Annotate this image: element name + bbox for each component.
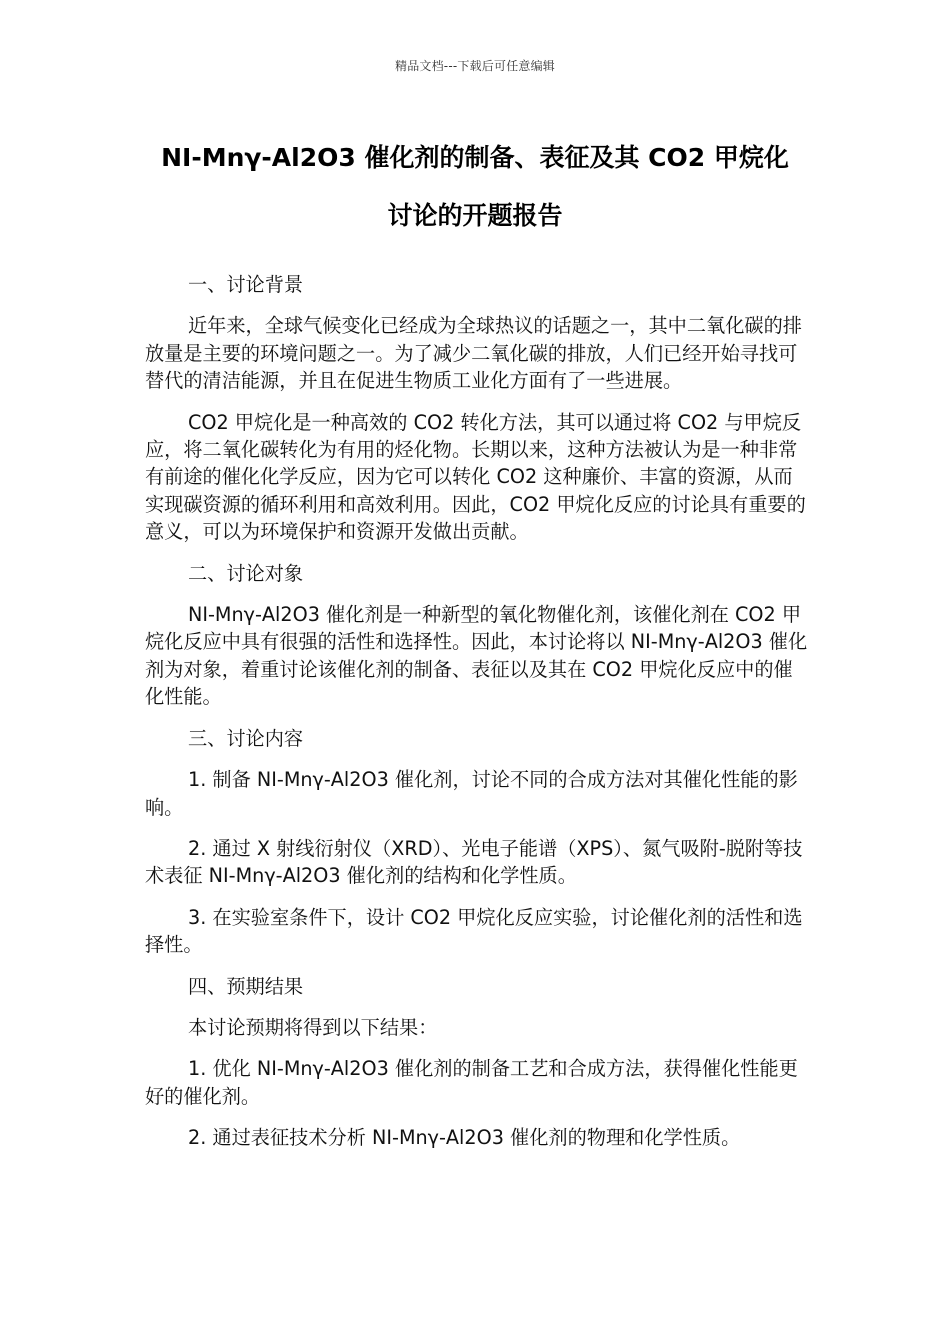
section-heading-object: 二、讨论对象: [188, 561, 304, 585]
paragraph-background-1: 近年来，全球气候变化已经成为全球热议的话题之一，其中二氧化碳的排放量是主要的环境问题之一。为了减少二氧化碳的排放，人们已经开始寻找可替代的清洁能源，并且在促进生物质工业化方面有了一些进展。: [145, 314, 802, 393]
list-item-result-1: 1. 优化 NI-Mnγ-Al2O3 催化剂的制备工艺和合成方法，获得催化性能更好的催化剂。: [145, 1057, 798, 1108]
list-item-result-2: 2. 通过表征技术分析 NI-Mnγ-Al2O3 催化剂的物理和化学性质。: [188, 1126, 741, 1150]
paragraph-object: NI-Mnγ-Al2O3 催化剂是一种新型的氧化物催化剂，该催化剂在 CO2 甲烷化反应中具有很强的活性和选择性。因此，本讨论将以 NI-Mnγ-Al2O3 催化剂为对象，着重讨论该催化剂的制备、表征以及其在 CO2 甲烷化反应中的催化性能。: [145, 603, 808, 709]
paragraph-expected-intro: 本讨论预期将得到以下结果：: [188, 1015, 438, 1039]
list-item-content-2: 2. 通过 X 射线衍射仪（XRD）、光电子能谱（XPS）、氮气吸附-脱附等技术表征 NI-Mnγ-Al2O3 催化剂的结构和化学性质。: [145, 836, 803, 888]
document-title-line-1: NI-Mnγ-Al2O3 催化剂的制备、表征及其 CO2 甲烷化: [161, 143, 789, 172]
list-item-content-3: 3. 在实验室条件下，设计 CO2 甲烷化反应实验，讨论催化剂的活性和选择性。: [145, 905, 803, 957]
section-heading-expected-results: 四、预期结果: [188, 974, 304, 998]
section-heading-background: 一、讨论背景: [188, 273, 304, 296]
paragraph-background-2: CO2 甲烷化是一种高效的 CO2 转化方法，其可以通过将 CO2 与甲烷反应，将二氧化碳转化为有用的烃化物。长期以来，这种方法被认为是一种非常有前途的催化化学反应，因为它可以转化 CO2 这种廉价、丰富的资源，从而实现碳资源的循环利用和高效利用。因此，CO2 甲烷化反应的讨论具有重要的意义，可以为环境保护和资源开发做出贡献。: [145, 410, 806, 544]
section-heading-content: 三、讨论内容: [188, 726, 304, 750]
document-body: [145, 271, 809, 1166]
document-title-line-2: 讨论的开题报告: [387, 201, 563, 230]
page-header-note: 精品文档---下载后可任意编辑: [395, 59, 555, 73]
list-item-content-1: 1. 制备 NI-Mnγ-Al2O3 催化剂，讨论不同的合成方法对其催化性能的影响。: [145, 768, 798, 819]
